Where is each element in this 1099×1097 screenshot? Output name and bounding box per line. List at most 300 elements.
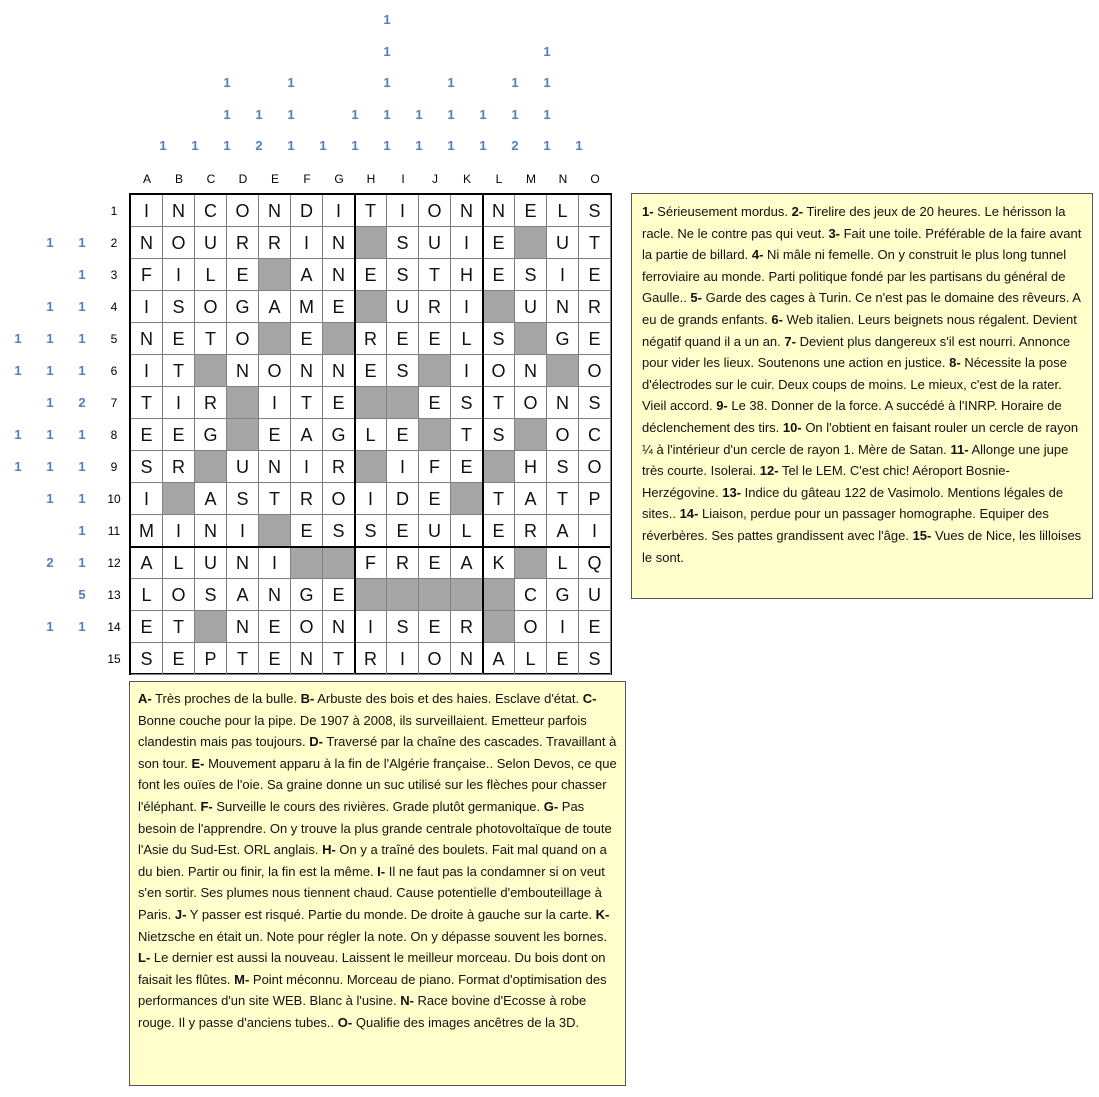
grid-cell[interactable]: I <box>547 611 579 643</box>
black-cell <box>291 547 323 579</box>
column-letter: D <box>238 172 248 186</box>
grid-cell[interactable]: N <box>227 355 259 387</box>
row-number: 7 <box>110 396 118 410</box>
grid-cell[interactable]: N <box>483 195 515 227</box>
row-clue-count: 1 <box>46 331 54 346</box>
grid-cell[interactable]: T <box>163 355 195 387</box>
grid-cell[interactable]: N <box>227 611 259 643</box>
grid-cell[interactable]: O <box>579 355 611 387</box>
clue-text: Bonne couche pour la pipe. De 1907 à 2008, ils surveillaient. Emetteur parfois clandestin mais pas toujours. <box>138 712 587 750</box>
clue-label: B- <box>300 691 315 706</box>
grid-cell[interactable]: E <box>355 355 387 387</box>
row-number: 14 <box>107 620 121 634</box>
black-cell <box>419 355 451 387</box>
grid-cell[interactable]: E <box>259 643 291 675</box>
grid-cell[interactable]: A <box>195 483 227 515</box>
grid-cell[interactable]: R <box>355 323 387 355</box>
grid-cell[interactable]: T <box>419 259 451 291</box>
grid-cell[interactable]: Q <box>579 547 611 579</box>
grid-cell[interactable]: S <box>387 259 419 291</box>
row-clue-count: 1 <box>46 427 54 442</box>
column-clue-count: 1 <box>543 43 551 59</box>
grid-cell[interactable]: T <box>291 387 323 419</box>
grid-cell[interactable]: A <box>451 547 483 579</box>
grid-cell[interactable]: G <box>227 291 259 323</box>
grid-cell[interactable]: O <box>419 195 451 227</box>
black-cell <box>515 227 547 259</box>
grid-cell[interactable]: F <box>419 451 451 483</box>
grid-cell[interactable]: I <box>259 387 291 419</box>
grid-cell[interactable]: G <box>195 419 227 451</box>
grid-cell[interactable]: H <box>451 259 483 291</box>
grid-cell[interactable]: P <box>579 483 611 515</box>
grid-cell[interactable]: H <box>515 451 547 483</box>
grid-cell[interactable]: L <box>355 419 387 451</box>
grid-cell[interactable]: E <box>419 547 451 579</box>
grid-cell[interactable]: N <box>131 323 163 355</box>
grid-cell[interactable]: O <box>515 387 547 419</box>
grid-cell[interactable]: I <box>163 259 195 291</box>
black-cell <box>419 579 451 611</box>
grid-cell[interactable]: N <box>163 195 195 227</box>
grid-cell[interactable]: L <box>451 323 483 355</box>
grid-cell[interactable]: N <box>323 355 355 387</box>
grid-cell[interactable]: O <box>163 579 195 611</box>
row-number: 2 <box>110 236 118 250</box>
black-cell <box>419 419 451 451</box>
row-clue-count: 2 <box>78 395 86 410</box>
black-cell <box>483 451 515 483</box>
black-cell <box>483 611 515 643</box>
grid-cell[interactable]: A <box>515 483 547 515</box>
column-clue-count: 1 <box>543 75 551 90</box>
grid-cell[interactable]: N <box>291 355 323 387</box>
grid-cell[interactable]: R <box>451 611 483 643</box>
grid-cell[interactable]: E <box>579 611 611 643</box>
clue-label: J- <box>174 906 187 922</box>
clue-text: On l'obtient en faisant rouler un cercle de rayon ¼ à l'intérieur d'un cercle de rayon 1. Mère de Satan. <box>642 419 1079 457</box>
grid-cell[interactable]: T <box>355 195 387 227</box>
row-clue-count: 1 <box>78 299 86 314</box>
column-clue-count: 2 <box>511 138 519 153</box>
grid-cell[interactable]: A <box>291 419 323 451</box>
grid-cell[interactable]: T <box>483 483 515 515</box>
column-clue-count: 1 <box>223 75 231 90</box>
grid-cell[interactable]: U <box>419 515 451 547</box>
clue-text: Nécessite la pose d'électrodes sur le cuir. Deux coups de moins. Le mieux, c'est de la rater. Vieil accord. <box>642 355 1067 414</box>
grid-cell[interactable]: E <box>451 451 483 483</box>
clue-label: G- <box>543 798 559 814</box>
grid-cell[interactable]: G <box>323 419 355 451</box>
grid-cell[interactable]: U <box>419 227 451 259</box>
grid-cell[interactable]: M <box>131 515 163 547</box>
grid-cell[interactable]: E <box>163 323 195 355</box>
grid-cell[interactable]: L <box>515 643 547 675</box>
black-cell <box>259 259 291 291</box>
grid-cell[interactable]: I <box>291 227 323 259</box>
grid-cell[interactable]: I <box>259 547 291 579</box>
grid-cell[interactable]: I <box>355 483 387 515</box>
grid-cell[interactable]: R <box>323 451 355 483</box>
grid-cell[interactable]: L <box>131 579 163 611</box>
row-number: 5 <box>110 332 118 346</box>
grid-cell[interactable]: T <box>579 227 611 259</box>
grid-cell[interactable]: N <box>451 195 483 227</box>
grid-cell[interactable]: L <box>163 547 195 579</box>
column-letter: F <box>303 172 311 186</box>
row-clue-count: 1 <box>46 459 54 474</box>
row-number: 15 <box>107 652 121 666</box>
column-clue-count: 1 <box>287 106 295 122</box>
column-letter: N <box>558 172 568 186</box>
column-clue-count: 1 <box>383 75 391 90</box>
grid-cell[interactable]: N <box>323 227 355 259</box>
grid-cell[interactable]: S <box>195 579 227 611</box>
grid-cell[interactable]: R <box>419 291 451 323</box>
grid-cell[interactable]: R <box>259 227 291 259</box>
grid-cell[interactable]: E <box>419 387 451 419</box>
grid-cell[interactable]: I <box>227 515 259 547</box>
row-clue-count: 1 <box>46 235 54 250</box>
grid-cell[interactable]: F <box>355 547 387 579</box>
grid-cell[interactable]: O <box>163 227 195 259</box>
grid-cell[interactable]: O <box>579 451 611 483</box>
grid-cell[interactable]: T <box>131 387 163 419</box>
column-clue-count: 1 <box>383 12 391 27</box>
clue-text: Indice du gâteau 122 de Vasimolo. Mentions légales de sites.. <box>642 484 1064 522</box>
grid-cell[interactable]: P <box>195 643 227 675</box>
grid-cell[interactable]: U <box>195 227 227 259</box>
clue-label: 10- <box>782 419 802 435</box>
grid-cell[interactable]: F <box>131 259 163 291</box>
grid-cell[interactable]: U <box>579 579 611 611</box>
grid-cell[interactable]: S <box>355 515 387 547</box>
clue-text: Le 38. Donner de la force. A succédé à l'INRP. Horaire de déclenchement des tirs. <box>642 398 1062 435</box>
column-clue-count: 1 <box>543 106 551 122</box>
black-cell <box>451 579 483 611</box>
grid-cell[interactable]: E <box>323 291 355 323</box>
clue-text: Web italien. Leurs beignets nous régalent. Devient négatif quand il a un an. <box>642 311 1077 349</box>
row-number: 4 <box>110 300 118 314</box>
grid-cell[interactable]: E <box>419 483 451 515</box>
column-letter: A <box>142 172 151 186</box>
clue-text: Fait une toile. Préférable de la faire avant la partie de billard. <box>642 225 1082 263</box>
black-cell <box>227 387 259 419</box>
row-clue-count: 1 <box>46 299 54 314</box>
grid-separator <box>131 546 610 548</box>
grid-cell[interactable]: E <box>483 515 515 547</box>
grid-cell[interactable]: N <box>323 259 355 291</box>
grid-cell[interactable]: S <box>579 387 611 419</box>
column-clue-count: 1 <box>383 106 391 122</box>
grid-cell[interactable]: L <box>451 515 483 547</box>
grid-cell[interactable]: T <box>227 643 259 675</box>
clue-label: M- <box>234 971 250 987</box>
grid-cell[interactable]: N <box>515 355 547 387</box>
grid-cell[interactable]: E <box>515 195 547 227</box>
grid-cell[interactable]: I <box>451 291 483 323</box>
grid-cell[interactable]: E <box>131 611 163 643</box>
row-number: 6 <box>110 364 118 378</box>
grid-cell[interactable]: A <box>547 515 579 547</box>
grid-cell[interactable]: S <box>163 291 195 323</box>
grid-cell[interactable]: E <box>323 387 355 419</box>
grid-cell[interactable]: T <box>483 387 515 419</box>
clue-text: Qualifie des images ancêtres de la 3D. <box>352 1014 580 1030</box>
grid-cell[interactable]: L <box>547 547 579 579</box>
vertical-clues-box <box>129 681 626 1086</box>
grid-cell[interactable]: T <box>259 483 291 515</box>
grid-cell[interactable]: R <box>355 643 387 675</box>
crossword-grid <box>129 193 612 675</box>
grid-cell[interactable]: I <box>355 611 387 643</box>
row-clue-count: 1 <box>78 619 86 634</box>
column-clue-count: 1 <box>319 138 327 153</box>
grid-cell[interactable]: O <box>483 355 515 387</box>
row-clue-count: 1 <box>46 619 54 634</box>
grid-cell[interactable]: A <box>259 291 291 323</box>
grid-cell[interactable]: R <box>195 387 227 419</box>
grid-cell[interactable]: E <box>419 323 451 355</box>
clue-label: D- <box>309 734 323 750</box>
grid-cell[interactable]: O <box>419 643 451 675</box>
clue-label: 12- <box>759 463 779 479</box>
grid-cell[interactable]: I <box>387 643 419 675</box>
grid-cell[interactable]: S <box>387 227 419 259</box>
grid-cell[interactable]: E <box>227 259 259 291</box>
black-cell <box>483 291 515 323</box>
clue-label: 7- <box>784 333 796 349</box>
grid-cell[interactable]: I <box>547 259 579 291</box>
row-clue-count: 1 <box>14 427 22 442</box>
grid-cell[interactable]: S <box>483 419 515 451</box>
column-clue-count: 1 <box>447 75 455 90</box>
grid-cell[interactable]: O <box>515 611 547 643</box>
row-clue-count: 1 <box>14 459 22 474</box>
grid-cell[interactable]: O <box>227 195 259 227</box>
grid-cell[interactable]: O <box>323 483 355 515</box>
grid-cell[interactable]: E <box>259 419 291 451</box>
clue-label: E- <box>191 755 205 771</box>
grid-cell[interactable]: T <box>323 643 355 675</box>
grid-cell[interactable]: D <box>387 483 419 515</box>
grid-cell[interactable]: R <box>515 515 547 547</box>
grid-cell[interactable]: N <box>323 611 355 643</box>
grid-cell[interactable]: C <box>515 579 547 611</box>
row-clue-count: 5 <box>78 587 86 602</box>
black-cell <box>259 515 291 547</box>
grid-cell[interactable]: S <box>131 643 163 675</box>
grid-cell[interactable]: S <box>451 387 483 419</box>
grid-cell[interactable]: N <box>291 643 323 675</box>
grid-cell[interactable]: O <box>195 291 227 323</box>
row-number: 13 <box>107 588 121 602</box>
grid-cell[interactable]: R <box>579 291 611 323</box>
grid-cell[interactable]: E <box>579 323 611 355</box>
grid-cell[interactable]: E <box>387 323 419 355</box>
grid-cell[interactable]: G <box>547 323 579 355</box>
grid-cell[interactable]: E <box>131 419 163 451</box>
black-cell <box>323 323 355 355</box>
grid-cell[interactable]: I <box>131 483 163 515</box>
grid-cell[interactable]: S <box>323 515 355 547</box>
grid-cell[interactable]: L <box>547 195 579 227</box>
clue-label: 11- <box>950 441 969 457</box>
grid-cell[interactable]: I <box>451 355 483 387</box>
grid-cell[interactable]: N <box>259 451 291 483</box>
grid-cell[interactable]: E <box>355 259 387 291</box>
grid-cell[interactable]: E <box>323 579 355 611</box>
black-cell <box>355 387 387 419</box>
grid-cell[interactable]: S <box>131 451 163 483</box>
grid-cell[interactable]: O <box>227 323 259 355</box>
grid-cell[interactable]: D <box>291 195 323 227</box>
grid-cell[interactable]: N <box>451 643 483 675</box>
grid-cell[interactable]: K <box>483 547 515 579</box>
grid-cell[interactable]: E <box>291 515 323 547</box>
grid-separator <box>354 195 356 673</box>
grid-cell[interactable]: A <box>131 547 163 579</box>
grid-cell[interactable]: N <box>259 579 291 611</box>
clue-label: 2- <box>791 204 804 219</box>
clue-label: 6- <box>771 311 783 327</box>
grid-cell[interactable]: I <box>387 195 419 227</box>
grid-cell[interactable]: E <box>259 611 291 643</box>
clue-text: Sérieusement mordus. <box>653 204 792 219</box>
grid-cell[interactable]: I <box>131 291 163 323</box>
grid-cell[interactable]: I <box>579 515 611 547</box>
grid-cell[interactable]: T <box>547 483 579 515</box>
row-clue-count: 1 <box>78 523 86 538</box>
horizontal-clues-box <box>631 193 1093 599</box>
grid-cell[interactable]: L <box>195 259 227 291</box>
grid-cell[interactable]: E <box>579 259 611 291</box>
clue-label: A- <box>138 691 152 706</box>
clue-label: L- <box>138 950 151 966</box>
grid-cell[interactable]: U <box>547 227 579 259</box>
grid-cell[interactable]: N <box>227 547 259 579</box>
black-cell <box>355 451 387 483</box>
clue-text: On y a traîné des boulets. Fait mal quand on a du bien. Partir ou finir, la fin est la même. <box>138 842 607 879</box>
grid-cell[interactable]: N <box>259 195 291 227</box>
grid-separator <box>482 195 484 673</box>
clue-label: H- <box>322 842 336 858</box>
grid-cell[interactable]: E <box>163 419 195 451</box>
row-number: 9 <box>110 460 118 474</box>
row-clue-count: 1 <box>78 267 86 282</box>
grid-cell[interactable]: E <box>387 515 419 547</box>
grid-cell[interactable]: R <box>227 227 259 259</box>
grid-cell[interactable]: U <box>515 291 547 323</box>
column-clue-count: 1 <box>287 75 295 90</box>
clue-text: Il ne faut pas la condamner si on veut s'en sortir. Ses plumes nous tiennent chaud. Cause potentielle d'embouteillage à Paris. <box>138 863 605 922</box>
clue-text: Point méconnu. Morceau de piano. Format d'optimisation des performances d'un site WEB. Blanc à l'usine. <box>138 971 607 1009</box>
grid-cell[interactable]: E <box>483 227 515 259</box>
grid-cell[interactable]: O <box>291 611 323 643</box>
grid-cell[interactable]: E <box>547 643 579 675</box>
grid-cell[interactable]: R <box>291 483 323 515</box>
grid-cell[interactable]: N <box>547 387 579 419</box>
grid-cell[interactable]: I <box>163 515 195 547</box>
row-clue-count: 1 <box>14 331 22 346</box>
column-clue-count: 1 <box>191 138 199 153</box>
row-number: 3 <box>110 268 118 282</box>
clue-label: N- <box>400 993 414 1009</box>
grid-cell[interactable]: R <box>163 451 195 483</box>
grid-cell[interactable]: T <box>163 611 195 643</box>
grid-cell[interactable]: S <box>227 483 259 515</box>
row-number: 10 <box>107 492 121 506</box>
row-clue-count: 1 <box>46 395 54 410</box>
grid-cell[interactable]: S <box>387 611 419 643</box>
grid-cell[interactable]: S <box>579 643 611 675</box>
column-clue-count: 1 <box>447 106 455 122</box>
grid-cell[interactable]: S <box>579 195 611 227</box>
grid-cell[interactable]: I <box>387 451 419 483</box>
grid-cell[interactable]: I <box>163 387 195 419</box>
grid-cell[interactable]: G <box>547 579 579 611</box>
black-cell <box>451 483 483 515</box>
clue-label: 3- <box>828 225 840 241</box>
grid-cell[interactable]: U <box>227 451 259 483</box>
row-clue-count: 1 <box>78 331 86 346</box>
grid-cell[interactable]: T <box>451 419 483 451</box>
grid-cell[interactable]: A <box>291 259 323 291</box>
column-clue-count: 1 <box>223 106 231 122</box>
grid-cell[interactable]: S <box>547 451 579 483</box>
grid-cell[interactable]: M <box>291 291 323 323</box>
black-cell <box>515 323 547 355</box>
grid-cell[interactable]: C <box>195 195 227 227</box>
grid-cell[interactable]: N <box>547 291 579 323</box>
grid-cell[interactable]: I <box>323 195 355 227</box>
grid-cell[interactable]: I <box>451 227 483 259</box>
grid-cell[interactable]: E <box>483 259 515 291</box>
column-clue-count: 1 <box>383 138 391 153</box>
grid-cell[interactable]: U <box>387 291 419 323</box>
grid-cell[interactable]: E <box>419 611 451 643</box>
grid-cell[interactable]: G <box>291 579 323 611</box>
grid-cell[interactable]: I <box>131 355 163 387</box>
clue-label: O- <box>337 1014 353 1030</box>
grid-cell[interactable]: S <box>387 355 419 387</box>
grid-cell[interactable]: S <box>483 323 515 355</box>
grid-cell[interactable]: O <box>259 355 291 387</box>
grid-cell[interactable]: A <box>483 643 515 675</box>
grid-cell[interactable]: C <box>579 419 611 451</box>
grid-cell[interactable]: N <box>131 227 163 259</box>
column-clue-count: 1 <box>479 106 487 122</box>
grid-cell[interactable]: I <box>131 195 163 227</box>
grid-cell[interactable]: R <box>387 547 419 579</box>
grid-cell[interactable]: N <box>195 515 227 547</box>
grid-cell[interactable]: E <box>163 643 195 675</box>
column-letter: G <box>334 172 344 186</box>
clue-text: Allonge une jupe très courte. Isolerai. <box>642 441 1069 479</box>
column-letter: K <box>462 172 471 186</box>
grid-cell[interactable]: A <box>227 579 259 611</box>
grid-cell[interactable]: O <box>547 419 579 451</box>
grid-cell[interactable]: T <box>195 323 227 355</box>
black-cell <box>163 483 195 515</box>
black-cell <box>387 387 419 419</box>
grid-cell[interactable]: E <box>291 323 323 355</box>
grid-cell[interactable]: U <box>195 547 227 579</box>
black-cell <box>355 227 387 259</box>
grid-cell[interactable]: E <box>387 419 419 451</box>
grid-cell[interactable]: S <box>515 259 547 291</box>
grid-cell[interactable]: I <box>291 451 323 483</box>
